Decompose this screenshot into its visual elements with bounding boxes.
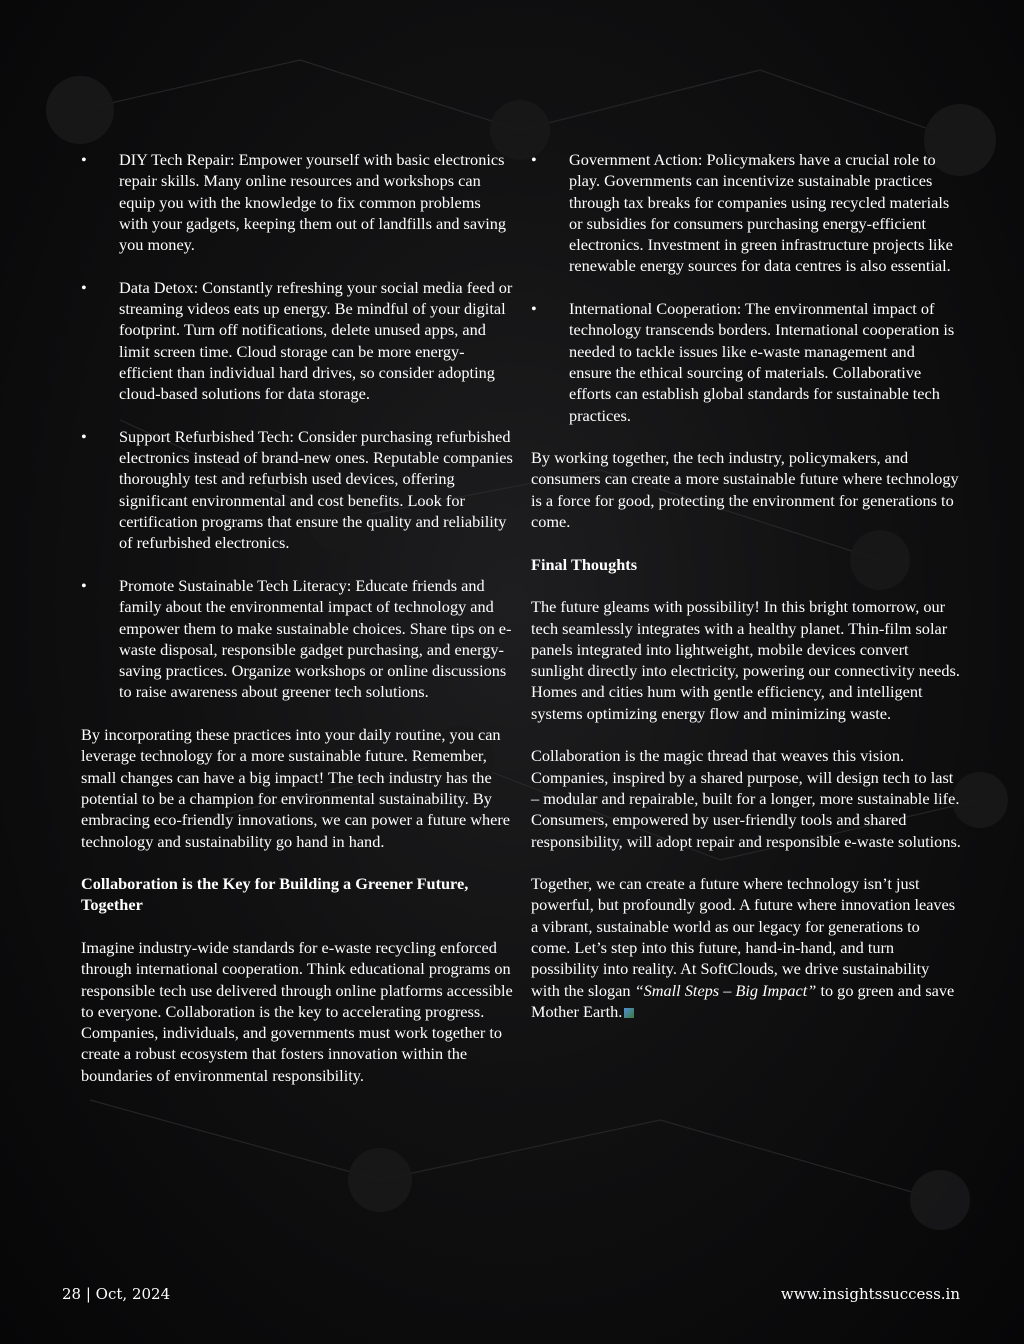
body-paragraph: By working together, the tech industry, policymakers, and consumers can create a more sustainable future where technology is a force for good, protecting the environment for generations to come. — [531, 448, 959, 532]
bullet-marker: • — [81, 277, 87, 297]
bullet-marker: • — [531, 299, 537, 319]
right-column — [531, 149, 961, 1043]
section-heading: Final Thoughts — [531, 554, 638, 574]
body-paragraph: By incorporating these practices into your daily routine, you can leverage technology for a more sustainable future. Remember, small changes can have a big impact! The tech industry has the potential to be a champion for environmental sustainability. By embracing eco-friendly innovations, we can power a future where technology and sustainability go hand in hand. — [81, 725, 511, 851]
closing-text-end: to go green and save Mother Earth. — [531, 980, 955, 1021]
bullet-marker: • — [531, 150, 537, 169]
bullet-text: International Cooperation: The environmental impact of technology transcends borders. International cooperation is needed to tackle issues like e-waste management and ensure the ethical sourcing of materials. Collaborative efforts can establish global standards for sustainable tech practices. — [569, 299, 955, 425]
section-heading: Collaboration is the Key for Building a Greener Future, Together — [81, 874, 469, 915]
left-bullet-list — [81, 149, 513, 703]
website-link[interactable]: www.insightssuccess.in — [780, 1285, 960, 1303]
bullet-text: Data Detox: Constantly refreshing your social media feed or streaming videos eats up energy. Be mindful of your digital footprint. Turn off notifications, delete unused apps, and limit screen time. Cloud storage can be more energy-efficient than individual hard drives, so consider adopting cloud-based solutions for data storage. — [119, 277, 513, 404]
closing-text-start: Together, we can create a future where technology isn’t just powerful, but profoundly good. A future where innovation leaves a vibrant, sustainable world as our legacy for generations to come. Let’s step into this future, hand-in-hand, and turn possibility into reality. At SoftClouds, we drive sustainability with the slogan — [531, 874, 956, 1000]
list-item — [81, 575, 513, 703]
list-item — [81, 149, 513, 255]
bullet-text: DIY Tech Repair: Empower yourself with basic electronics repair skills. Many online resources and workshops can equip you with the knowledge to fix common problems with your gadgets, keeping them out of landfills and saving you money. — [119, 150, 507, 255]
leaf-icon — [624, 1008, 634, 1018]
bullet-marker: • — [81, 150, 87, 169]
bullet-text: Promote Sustainable Tech Literacy: Educate friends and family about the environmental impact of technology and empower them to make sustainable choices. Share tips on e-waste disposal, responsible gadget purchasing, and energy-saving practices. Organize workshops or online discussions to raise awareness about greener tech solutions. — [119, 575, 512, 702]
closing-paragraph — [531, 873, 961, 1022]
left-column — [81, 149, 513, 1107]
right-bullet-list — [531, 149, 961, 426]
bullet-text: Support Refurbished Tech: Consider purchasing refurbished electronics instead of brand-new ones. Reputable companies thoroughly test and refurbish used devices, offering significant environmental and cost benefits. Look for certification programs that ensure the quality and reliability of refurbished electronics. — [119, 426, 513, 553]
body-paragraph: Imagine industry-wide standards for e-waste recycling enforced through international cooperation. Think educational programs on responsible tech use delivered through online platforms accessible to everyone. Collaboration is the key to accelerating progress. Companies, individuals, and governments must work together to create a robust ecosystem that fosters innovation within the boundaries of environmental responsibility. — [81, 937, 513, 1085]
list-item — [81, 426, 513, 554]
bullet-marker: • — [81, 575, 87, 595]
body-paragraph: The future gleams with possibility! In this bright tomorrow, our tech seamlessly integrates with a healthy planet. Thin-film solar panels integrated into lightweight, mobile devices convert sunlight directly into electricity, powering our connectivity needs. Homes and cities hum with gentle efficiency, and intelligent systems optimizing energy flow and minimizing waste. — [531, 597, 960, 723]
list-item — [531, 298, 961, 426]
list-item — [531, 149, 961, 277]
slogan: “Small Steps – Big Impact” — [634, 980, 817, 1000]
bullet-text: Government Action: Policymakers have a crucial role to play. Governments can incentivize sustainable practices through tax breaks for companies using recycled materials or subsidies for consumers purchasing energy-efficient electronics. Investment in green infrastructure projects like renewable energy sources for data centres is also essential. — [569, 150, 953, 276]
bullet-marker: • — [81, 426, 87, 446]
list-item — [81, 277, 513, 405]
page-number: 28 | Oct, 2024 — [62, 1285, 171, 1303]
body-paragraph: Collaboration is the magic thread that weaves this vision. Companies, inspired by a shared purpose, will design tech to last – modular and repairable, built for a longer, more sustainable life. Consumers, empowered by user-friendly tools and shared responsibility, will adopt repair and responsible e-waste solutions. — [531, 746, 961, 851]
